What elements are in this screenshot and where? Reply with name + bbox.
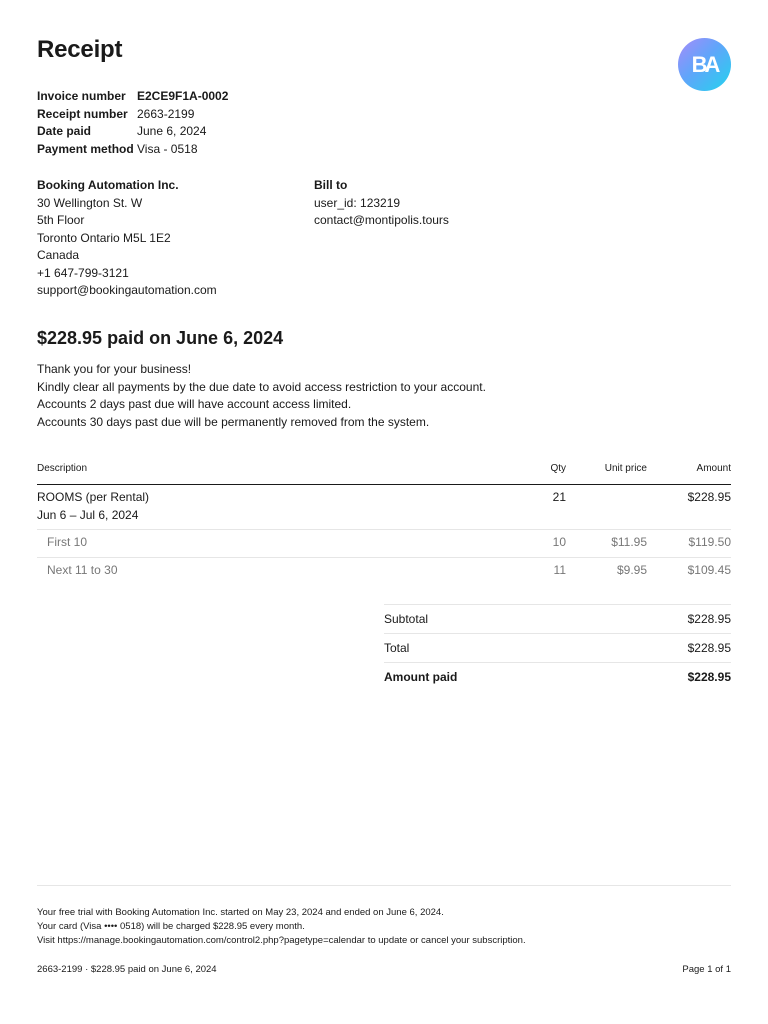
tier-amount: $109.45 xyxy=(687,563,731,577)
seller-address-line: 30 Wellington St. W xyxy=(37,195,143,210)
seller-email: support@bookingautomation.com xyxy=(37,283,217,297)
column-header-amount: Amount xyxy=(696,463,731,474)
bill-to-email: contact@montipolis.tours xyxy=(314,213,449,227)
line-item-amount: $228.95 xyxy=(687,490,731,504)
footer-divider xyxy=(37,885,731,886)
page-title: Receipt xyxy=(37,36,123,63)
tier-amount: $119.50 xyxy=(688,535,731,549)
bill-to-heading: Bill to xyxy=(314,178,348,192)
column-header-description: Description xyxy=(37,463,88,474)
subtotal-value: $228.95 xyxy=(687,612,731,626)
payment-method-row xyxy=(37,141,228,159)
bill-to-user-id: user_id: 123219 xyxy=(314,195,401,210)
amount-paid-label: Amount paid xyxy=(384,670,458,684)
page-number: Page 1 of 1 xyxy=(682,964,731,975)
amount-paid-value: $228.95 xyxy=(687,670,731,684)
line-item-description: ROOMS (per Rental) xyxy=(37,490,150,504)
totals-section xyxy=(384,604,731,691)
payment-method-value: Visa - 0518 xyxy=(137,141,198,156)
date-paid-label: Date paid xyxy=(37,124,92,138)
column-header-qty: Qty xyxy=(550,463,566,474)
seller-phone: +1 647-799-3121 xyxy=(37,265,129,280)
payment-method-label: Payment method xyxy=(37,141,134,156)
logo-text: BA xyxy=(691,51,718,77)
seller-address-line: Toronto Ontario M5L 1E2 xyxy=(37,230,171,245)
invoice-number-row xyxy=(37,88,228,106)
total-row xyxy=(384,633,731,662)
seller-name: Booking Automation Inc. xyxy=(37,178,179,192)
page-footer xyxy=(37,964,731,975)
invoice-number-label: Invoice number xyxy=(37,89,126,103)
seller-address-line: Canada xyxy=(37,248,80,262)
tier-qty: 10 xyxy=(552,535,566,549)
footnote-line: Visit https://manage.bookingautomation.com/control2.php?pagetype=calendar to update or cancel your subscription. xyxy=(37,935,526,946)
payment-message xyxy=(37,361,486,431)
tier-row xyxy=(37,557,731,585)
receipt-meta xyxy=(37,88,228,158)
receipt-number-value: 2663-2199 xyxy=(137,106,195,121)
tier-row xyxy=(37,529,731,558)
subtotal-label: Subtotal xyxy=(384,612,429,626)
date-paid-value: June 6, 2024 xyxy=(137,124,207,138)
line-item-period: Jun 6 – Jul 6, 2024 xyxy=(37,508,139,522)
line-item-qty: 21 xyxy=(552,490,566,504)
tier-unit-price: $9.95 xyxy=(616,563,647,577)
date-paid-row xyxy=(37,123,228,141)
message-line: Accounts 2 days past due will have account access limited. xyxy=(37,397,352,411)
line-items-header xyxy=(37,460,731,485)
tier-qty: 11 xyxy=(553,563,566,577)
footnote-line: Your free trial with Booking Automation Inc. started on May 23, 2024 and ended on June 6, 2024. xyxy=(37,907,444,918)
line-item-row xyxy=(37,488,731,530)
subscription-note xyxy=(37,906,526,948)
seller-address-line: 5th Floor xyxy=(37,213,85,227)
total-label: Total xyxy=(384,641,410,655)
receipt-number-row xyxy=(37,106,228,124)
seller-address xyxy=(37,177,217,300)
column-header-unit-price: Unit price xyxy=(604,463,647,474)
total-value: $228.95 xyxy=(687,641,731,655)
subtotal-row xyxy=(384,604,731,633)
invoice-number-value: E2CE9F1A-0002 xyxy=(137,89,229,103)
footnote-line: Your card (Visa •••• 0518) will be charged $228.95 every month. xyxy=(37,921,305,932)
tier-description: Next 11 to 30 xyxy=(47,563,118,577)
message-line: Accounts 30 days past due will be permanently removed from the system. xyxy=(37,414,430,429)
tier-unit-price: $11.95 xyxy=(611,535,647,549)
message-line: Kindly clear all payments by the due date to avoid access restriction to your account. xyxy=(37,379,486,394)
message-line: Thank you for your business! xyxy=(37,362,192,376)
payment-headline: $228.95 paid on June 6, 2024 xyxy=(37,328,284,348)
bill-to xyxy=(314,177,449,230)
company-logo xyxy=(678,38,731,91)
amount-paid-row xyxy=(384,662,731,691)
receipt-number-label: Receipt number xyxy=(37,106,128,121)
tier-description: First 10 xyxy=(47,535,88,549)
footer-summary: 2663-2199 · $228.95 paid on June 6, 2024 xyxy=(37,964,217,975)
